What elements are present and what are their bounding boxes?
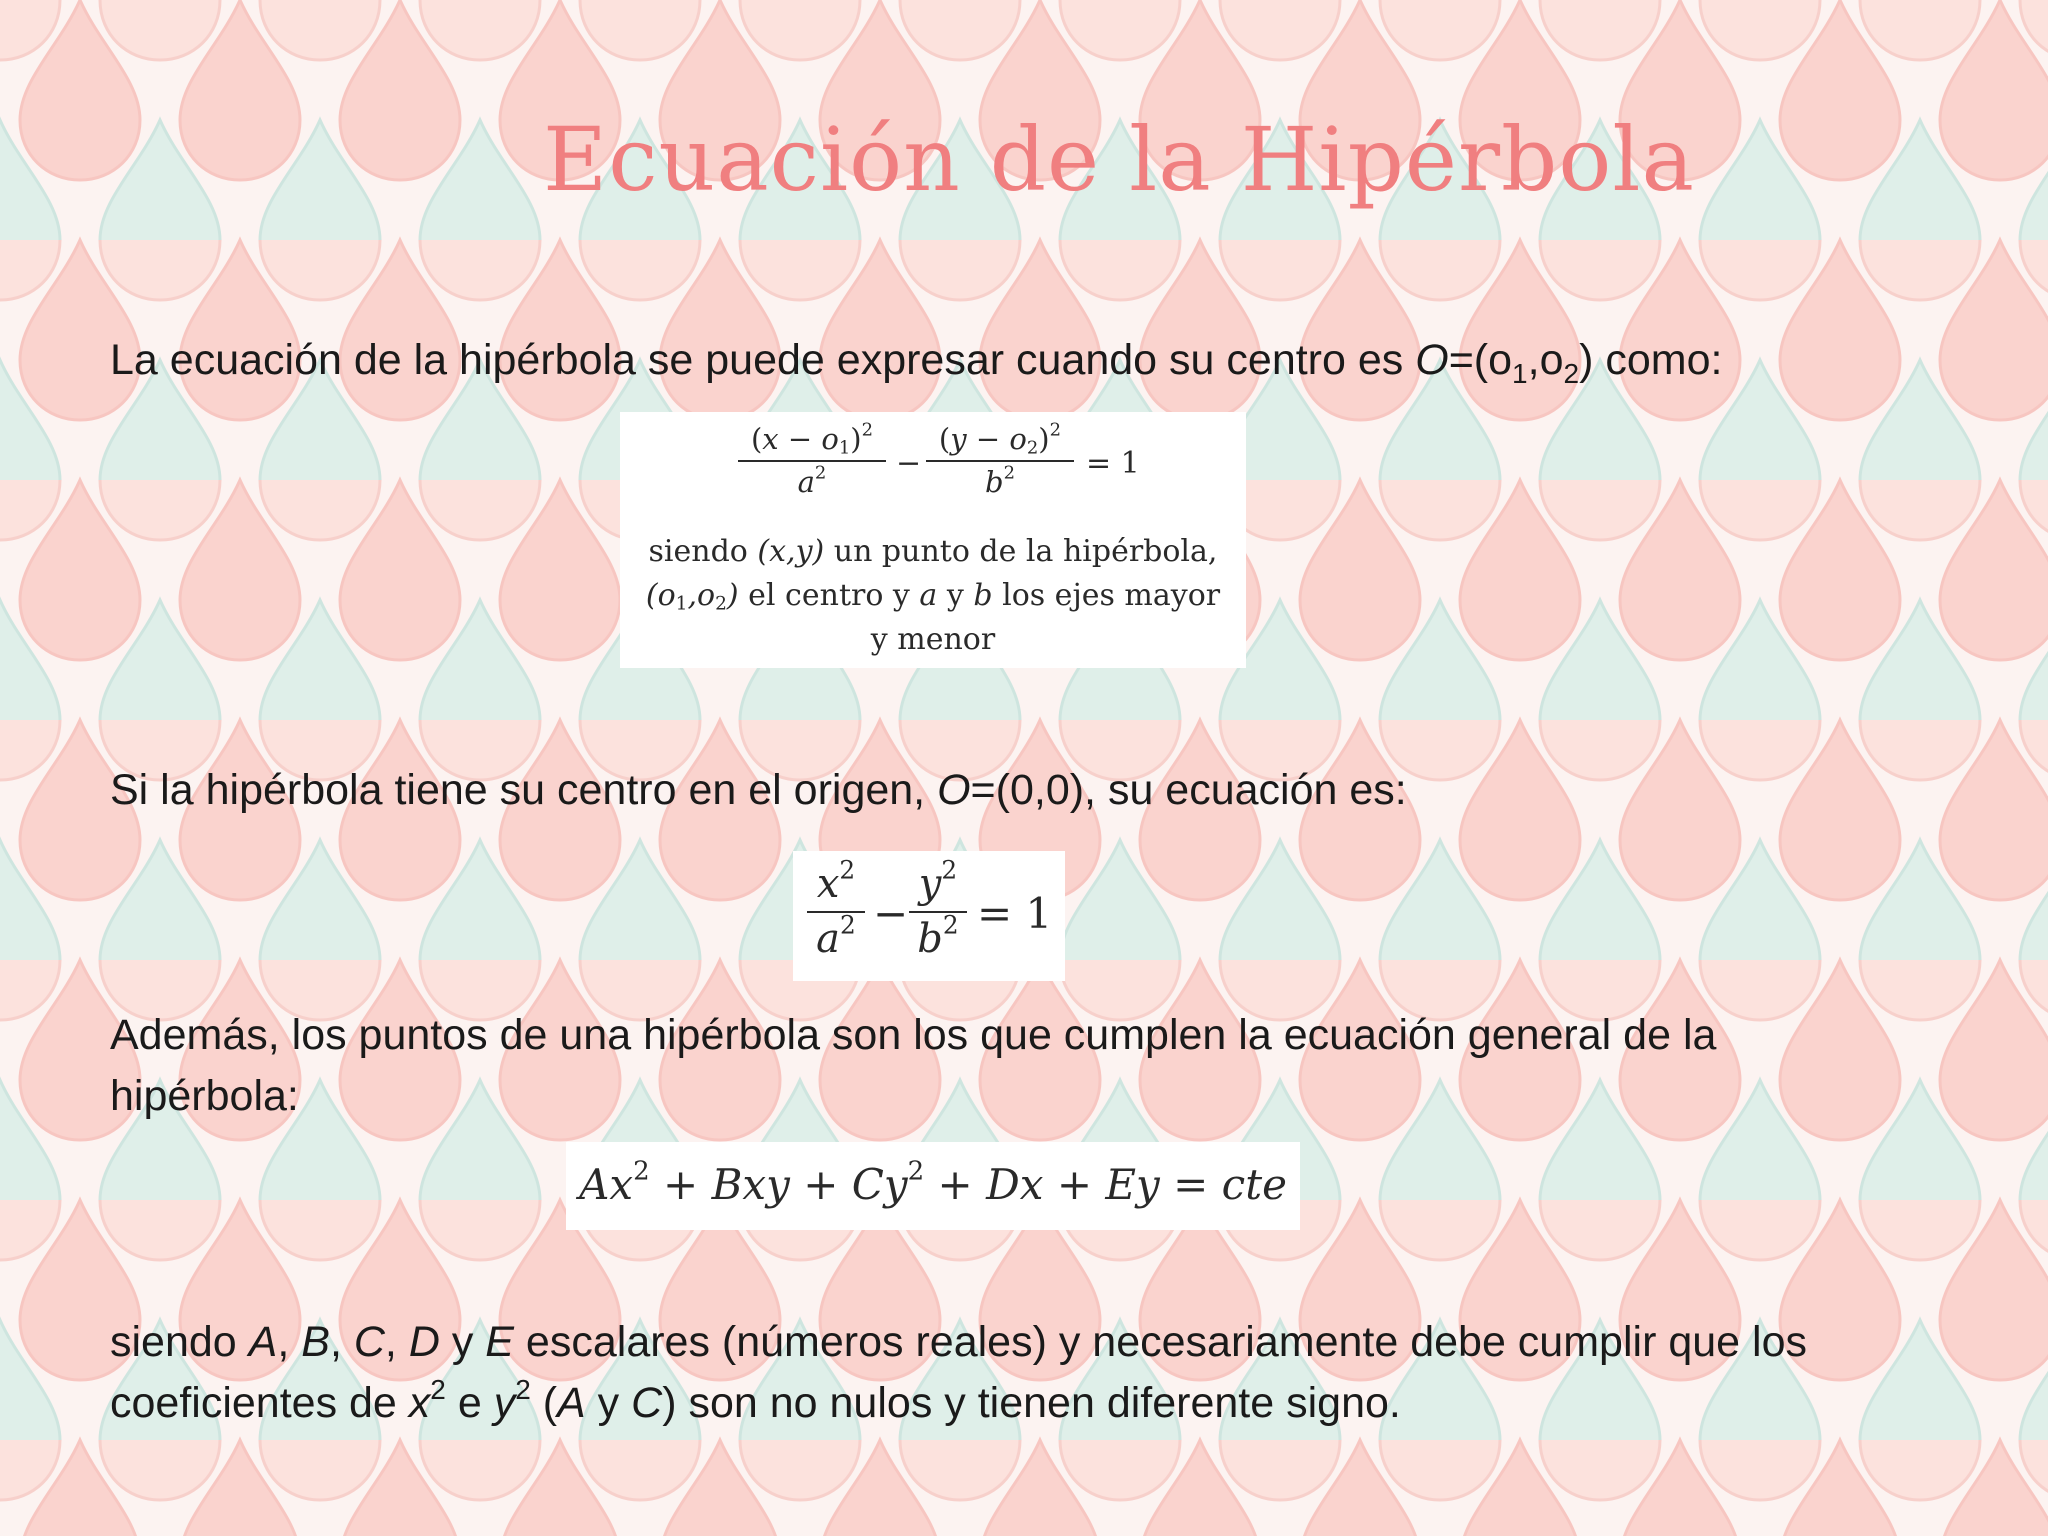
equation-image-centered — [620, 412, 1246, 668]
general-equation: $Ax^2$ + Bxy + $Cy^2 + Dx + Ey$ = cte — [579, 1156, 1287, 1209]
caption-line-2: $(o_1,o_2)$ el centro y a y b los ejes mayor — [645, 578, 1221, 615]
caption-line-3: y menor — [870, 622, 996, 657]
fraction-y: $(y - o_2)^2$ $b^2$ — [926, 422, 1074, 499]
fraction-x-over-a: $x^2$ $a^2$ — [807, 861, 865, 962]
equals-one: = 1 — [977, 889, 1053, 938]
paragraph-general-equation: Además, los puntos de una hipérbola son los que cumplen la ecuación general de la hipérbola: — [110, 1011, 1717, 1120]
equals-one: = 1 — [1086, 446, 1140, 481]
fraction-y-over-b: $y^2$ $b^2$ — [909, 861, 967, 962]
equation-caption — [620, 530, 1246, 662]
equation-image-general — [566, 1142, 1300, 1230]
slide-title: Ecuación de la Hipérbola — [543, 108, 1695, 211]
paragraph-origin-equation: Si la hipérbola tiene su centro en el origen, O=(0,0), su ecuación es: — [110, 766, 1407, 814]
caption-line-1: siendo (x,y) un punto de la hipérbola, — [648, 534, 1218, 569]
minus-sign: − — [873, 889, 909, 938]
fraction-x: $(x - o_1)^2$ $a^2$ — [738, 422, 886, 499]
paragraph-center-equation: La ecuación de la hipérbola se puede expresar cuando su centro es $O=(o_1,o_2)$ como: — [110, 336, 1723, 389]
equation-image-origin — [793, 851, 1065, 981]
paragraph-conditions: siendo A, B, C, D y E escalares (números reales) y necesariamente debe cumplir que los coeficientes de $x^2$ e $y^2$ (A y C) son no nulos y tienen diferente signo. — [110, 1318, 1807, 1427]
minus-sign: − — [896, 446, 922, 481]
